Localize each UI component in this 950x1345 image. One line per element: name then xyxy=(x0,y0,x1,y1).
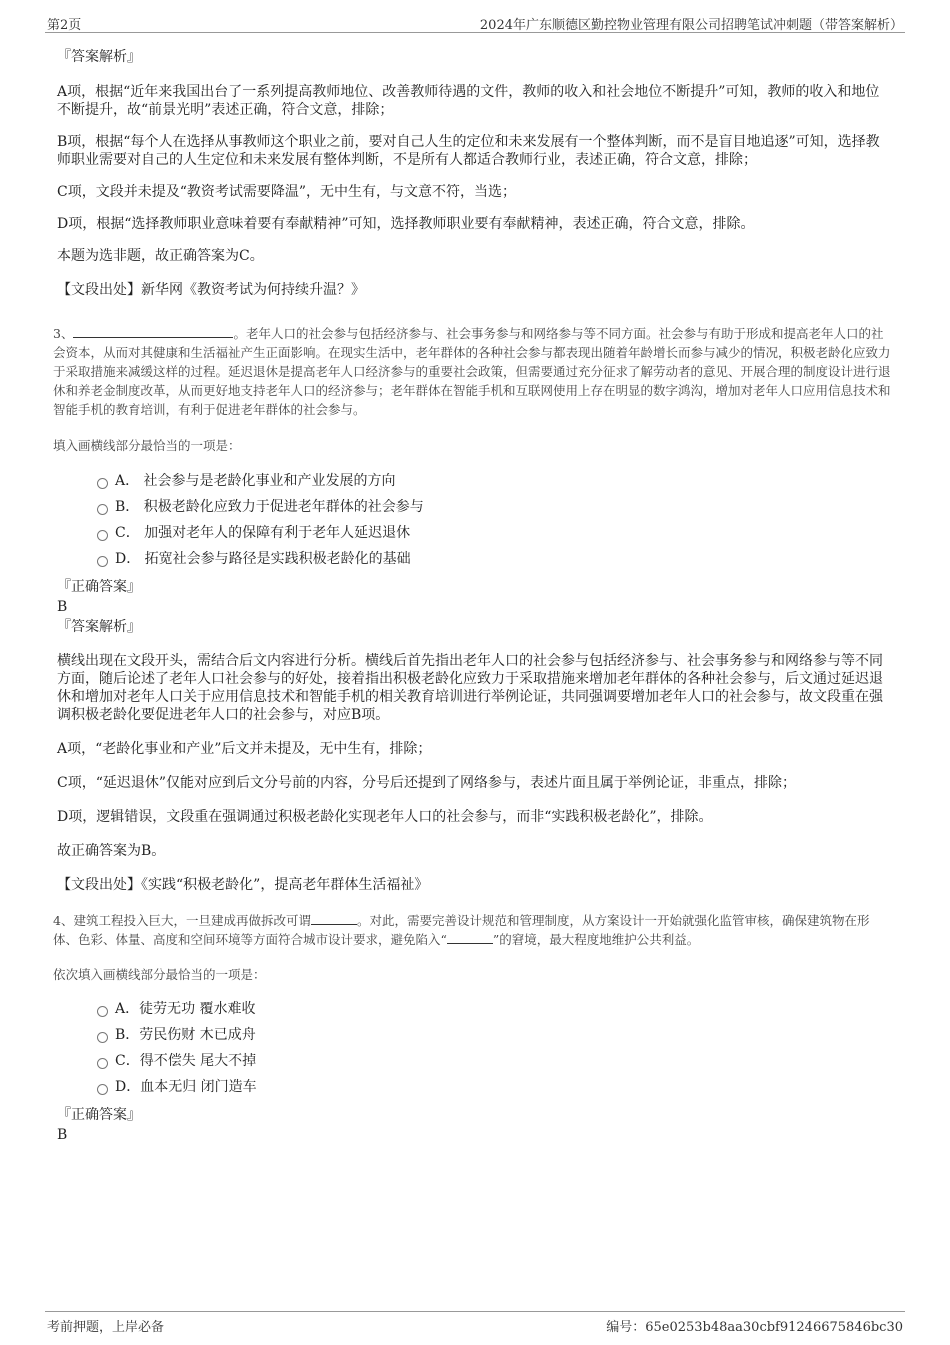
analysis-option-a: A项，根据“近年来我国出台了一系列提高教师地位、改善教师待遇的文件，教师的收入和社会地位不断提升”可知，教师的收入和地位不断提升，故“前景光明”表述正确，符合文意，排除； xyxy=(57,84,880,118)
option-d[interactable] xyxy=(57,1074,893,1100)
analysis-conclusion: 本题为选非题，故正确答案为C。 xyxy=(57,248,264,264)
page-header xyxy=(45,12,905,33)
fill-blank xyxy=(311,924,357,925)
document-title: 2024年广东顺德区勤控物业管理有限公司招聘笔试冲刺题（带答案解析） xyxy=(479,18,903,33)
option-a[interactable] xyxy=(57,468,893,494)
analysis-option-c: C项，“延迟退休”仅能对应到后文分号前的内容，分号后还提到了网络参与，表述片面且属于举例论证，非重点，排除； xyxy=(57,775,797,791)
question-text: 4、建筑工程投入巨大，一旦建成再做拆改可谓 xyxy=(53,913,311,928)
analysis-option-d: D项，根据“选择教师职业意味着要有奉献精神”可知，选择教师职业要有奉献精神，表述正确，符合文意，排除。 xyxy=(57,216,755,232)
radio-icon[interactable] xyxy=(97,556,108,567)
radio-icon[interactable] xyxy=(97,504,108,515)
options-list xyxy=(57,996,893,1100)
page-footer xyxy=(45,1311,905,1336)
analysis-option-d: D项，逻辑错误，文段重在强调通过积极老龄化实现老年人口的社会参与，而非“实践积极老龄化”，排除。 xyxy=(57,809,713,825)
analysis-option-a: A项，“老龄化事业和产业”后文并未提及，无中生有，排除； xyxy=(57,741,432,757)
analysis-label: 『答案解析』 xyxy=(57,49,141,65)
page-content xyxy=(53,44,893,1144)
option-label: A． 社会参与是老龄化事业和产业发展的方向 xyxy=(115,473,396,489)
option-c[interactable] xyxy=(57,1048,893,1074)
page-number: 第2页 xyxy=(47,18,82,33)
option-a[interactable] xyxy=(57,996,893,1022)
analysis-conclusion: 故正确答案为B。 xyxy=(57,843,166,859)
question-text: ”的窘境，最大程度地维护公共利益。 xyxy=(492,932,700,947)
option-d[interactable] xyxy=(57,546,893,572)
question-number: 3、 xyxy=(53,326,74,341)
answer-label: 『正确答案』 xyxy=(57,579,141,595)
radio-icon[interactable] xyxy=(97,478,108,489)
answer-label: 『正确答案』 xyxy=(57,1107,141,1123)
option-label: D．血本无归 闭门造车 xyxy=(115,1079,257,1095)
option-b[interactable] xyxy=(57,494,893,520)
option-label: A．徒劳无功 覆水难收 xyxy=(115,1001,256,1017)
question-text: 。老年人口的社会参与包括经济参与、社会事务参与和网络参与等不同方面。社会参与有助于形成和提高老年人口的社会资本，从而对其健康和生活福祉产生正面影响。在现实生活中，老年群体的各种社会参与都表现出随着年龄增长而参与减少的情况，积极老龄化应致力于采取措施来减缓这样的过程。延迟退休是提高老年人口经济参与的重要社会政策，但需要通过充分征求了解劳动者的意见、开展合理的制度设计进行退休和养老金制度改革，从而更好地支持老年人口的经济参与；老年群体在智能手机和互联网使用上存在明显的数字鸿沟，增加对老年人口应用信息技术和智能手机的教育培训，有利于促进老年群体的社会参与。 xyxy=(53,326,891,417)
radio-icon[interactable] xyxy=(97,1032,108,1043)
question-prompt: 填入画横线部分最恰当的一项是： xyxy=(53,438,241,453)
options-list xyxy=(57,468,893,572)
analysis-text: 横线出现在文段开头，需结合后文内容进行分析。横线后首先指出老年人口的社会参与包括经济参与、社会事务参与和网络参与等不同方面，随后论述了老年人口社会参与的好处，接着指出积极老龄化应致力于采取措施来增加老年群体的各种社会参与，后文通过延迟退休和增加对老年人口关于应用信息技术和智能手机的相关教育培训进行举例论证，共同强调要增加老年人口的社会参与，故文段重在强调积极老龄化要促进老年人口的社会参与，对应B项。 xyxy=(57,653,883,723)
source-citation: 【文段出处】新华网《教资考试为何持续升温？》 xyxy=(57,282,365,298)
analysis-option-c: C项，文段并未提及“教资考试需要降温”，无中生有，与文意不符，当选； xyxy=(57,184,517,200)
option-label: B． 积极老龄化应致力于促进老年群体的社会参与 xyxy=(115,499,424,515)
option-label: B．劳民伤财 木已成舟 xyxy=(115,1027,256,1043)
question-prompt: 依次填入画横线部分最恰当的一项是： xyxy=(53,967,266,982)
footer-slogan: 考前押题，上岸必备 xyxy=(47,1320,165,1335)
radio-icon[interactable] xyxy=(97,1084,108,1095)
document-id: 编号：65e0253b48aa30cbf91246675846bc30 xyxy=(606,1320,903,1335)
source-citation: 【文段出处】《实践“积极老龄化”，提高老年群体生活福祉》 xyxy=(57,877,429,893)
question-4-stem xyxy=(53,911,893,949)
answer-value: B xyxy=(57,599,68,615)
answer-value: B xyxy=(57,1127,68,1143)
option-b[interactable] xyxy=(57,1022,893,1048)
option-label: C．得不偿失 尾大不掉 xyxy=(115,1053,257,1069)
fill-blank xyxy=(447,943,493,944)
fill-blank xyxy=(73,337,233,338)
radio-icon[interactable] xyxy=(97,1006,108,1017)
question-3-stem xyxy=(53,324,893,419)
analysis-label: 『答案解析』 xyxy=(57,619,141,635)
analysis-option-b: B项，根据“每个人在选择从事教师这个职业之前，要对自己人生的定位和未来发展有一个整体判断，而不是盲目地追逐”可知，选择教师职业需要对自己的人生定位和未来发展有整体判断，不是所有人都适合教师行业，表述正确，符合文意，排除； xyxy=(57,134,880,168)
option-label: D． 拓宽社会参与路径是实践积极老龄化的基础 xyxy=(115,551,411,567)
option-c[interactable] xyxy=(57,520,893,546)
question-text: 。对此，需要完善设计规范和管理制度，从方案设计一开始就强化监管审核，确保建筑物在形体、色彩、体量、高度和空间环境等方面符合城市设计要求，避免陷入“ xyxy=(53,913,870,947)
radio-icon[interactable] xyxy=(97,1058,108,1069)
option-label: C． 加强对老年人的保障有利于老年人延迟退休 xyxy=(115,525,411,541)
radio-icon[interactable] xyxy=(97,530,108,541)
